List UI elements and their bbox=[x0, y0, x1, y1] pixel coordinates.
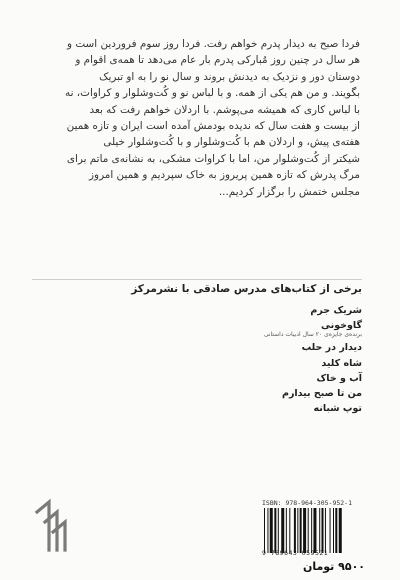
barcode-bar bbox=[300, 508, 302, 553]
barcode-bar bbox=[289, 508, 290, 553]
barcode-bar bbox=[303, 508, 306, 553]
barcode-bar bbox=[294, 508, 296, 553]
excerpt-line: از بیست و هفت سال که ندیده بودمش آمده است ایران و تازه همین bbox=[66, 120, 360, 133]
barcode-bar bbox=[270, 508, 273, 553]
barcode-bar bbox=[297, 508, 298, 553]
excerpt-line: هفته‌ی پیش، و اردلان هم با کُت‌وشلوار و با کُت‌وشلوار خیلی bbox=[103, 136, 360, 149]
book-title: شاه کلید bbox=[321, 357, 362, 369]
book-list bbox=[112, 303, 362, 416]
barcode-bar bbox=[274, 508, 276, 553]
barcode-bar bbox=[286, 508, 287, 553]
barcode-bar bbox=[335, 508, 337, 553]
book-title: شریک جرم bbox=[310, 305, 362, 316]
excerpt-line: شیکتر از کُت‌وشلوار من، اما با کراوات مشکی، به نشانه‌ی ماتم برای bbox=[66, 152, 360, 165]
book-title: دیدار در حلب bbox=[301, 342, 362, 354]
barcode-bar bbox=[311, 508, 312, 553]
excerpt-line: مرگ پدرش که تازه همین پریروز به خاک سپردیم و همین امروز bbox=[89, 169, 360, 182]
barcode-bar bbox=[330, 508, 331, 553]
excerpt-paragraph bbox=[38, 36, 360, 200]
publisher-logo-icon bbox=[33, 498, 73, 554]
barcode-bar bbox=[313, 508, 316, 553]
book-title: گاوخونی bbox=[321, 320, 362, 332]
barcode-bar bbox=[278, 508, 279, 553]
excerpt-line: مجلس ختمش را برگزار کردیم... bbox=[218, 185, 360, 198]
barcode-number: 9 789643 059521 bbox=[262, 549, 329, 557]
barcode-bar bbox=[325, 508, 326, 553]
excerpt-line: فردا صبح به دیدار پدرم خواهم رفت. فردا روز سوم فروردین است و bbox=[67, 38, 360, 50]
price-label: ۹۵۰۰ تومان bbox=[302, 560, 365, 573]
section-divider bbox=[32, 279, 362, 280]
excerpt-line: بگویند. و من هم یکی از همه. و با لباس نو و کُت‌وشلوار و کراوات، نه bbox=[65, 87, 360, 100]
isbn-text: ISBN: 978-964-305-952-1 bbox=[262, 499, 353, 507]
excerpt-line: با لباس کاری که همیشه می‌پوشم. با اردلان خواهم رفت که بعد bbox=[89, 103, 360, 116]
barcode-icon bbox=[263, 508, 365, 553]
book-title: توپ شبانه bbox=[313, 403, 362, 415]
book-title: من تا صبح بیدارم bbox=[281, 388, 362, 400]
barcode-bar bbox=[339, 508, 342, 553]
books-heading: برخی از کتاب‌های مدرس صادقی با نشرمرکز bbox=[131, 283, 362, 295]
book-title: آب و خاک bbox=[316, 372, 362, 384]
barcode-bar bbox=[333, 508, 334, 553]
barcode-bar bbox=[322, 508, 324, 553]
excerpt-line: هر سال در چنین روز مُبارکی پدرم بار عام می‌دهد تا همه‌ی اقوام و bbox=[75, 54, 360, 67]
barcode-bar bbox=[308, 508, 309, 553]
barcode-bar bbox=[281, 508, 284, 553]
barcode-bar bbox=[319, 508, 320, 553]
barcode-bar bbox=[264, 508, 265, 553]
book-award-note: برنده‌ی جایزه‌ی ۲۰ سال ادبیات داستانی bbox=[263, 331, 362, 339]
barcode-bar bbox=[267, 508, 268, 553]
excerpt-line: دوستان دور و نزدیک به دیدنش بروند و سال نو را به او تبریک bbox=[99, 70, 360, 83]
